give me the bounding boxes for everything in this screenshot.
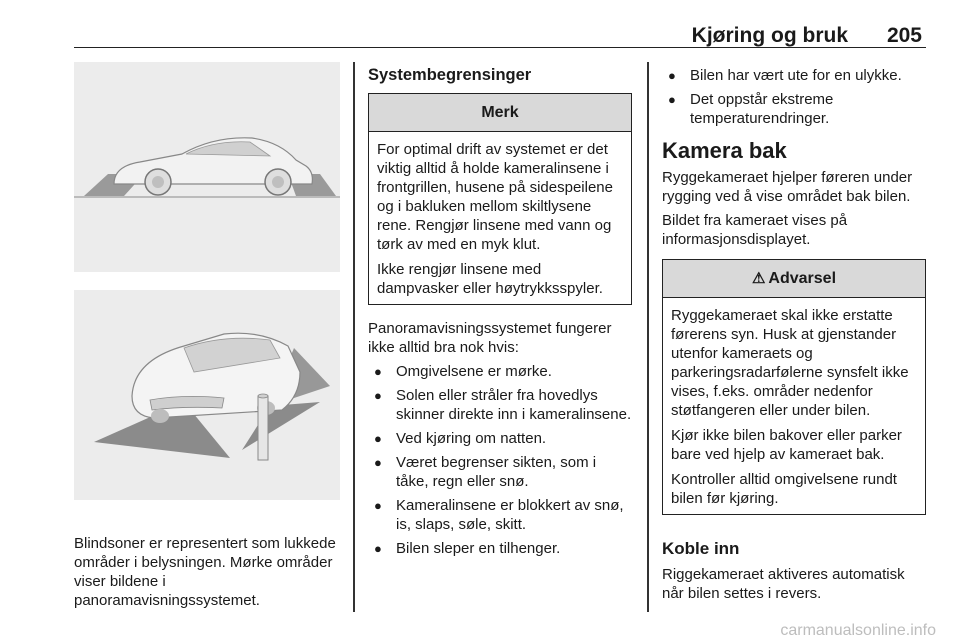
right-column xyxy=(662,66,926,608)
section-heading-system-limitations: Systembegrensinger xyxy=(368,66,532,84)
car-perspective-illustration xyxy=(74,290,340,500)
warning-header xyxy=(663,260,925,298)
warning-body xyxy=(663,298,925,514)
column-divider xyxy=(353,62,355,612)
warning-paragraph: Kontroller alltid omgivelsene rundt bilen før kjøring. xyxy=(671,471,897,507)
switch-on-paragraph: Riggekameraet aktiveres automatisk når bilen settes i revers. xyxy=(662,566,905,602)
car-side-view-figure xyxy=(74,62,340,272)
list-item: ● Kameralinsene er blokkert av snø, is, slaps, søle, skitt. xyxy=(368,496,632,534)
note-body xyxy=(369,132,631,304)
middle-column xyxy=(368,66,632,563)
warning-triangle-icon: ⚠ xyxy=(751,270,766,287)
list-item: ● Bilen har vært ute for en ulykke. xyxy=(662,66,926,85)
list-item: ● Ved kjøring om natten. xyxy=(368,429,632,448)
rear-camera-paragraph: Bildet fra kameraet vises på informasjonsdisplayet. xyxy=(662,212,848,248)
note-title: Merk xyxy=(369,94,631,132)
car-side-illustration xyxy=(74,62,340,272)
limitations-list xyxy=(368,362,632,558)
list-item: ● Det oppstår ekstreme temperaturendringer. xyxy=(662,90,926,128)
watermark: carmanualsonline.info xyxy=(780,622,936,639)
list-item: ● Omgivelsene er mørke. xyxy=(368,362,632,381)
note-box xyxy=(368,93,632,305)
subsection-title-switch-on: Koble inn xyxy=(662,539,740,558)
page-header xyxy=(74,0,926,48)
warning-box xyxy=(662,259,926,515)
warning-paragraph: Ryggekameraet skal ikke erstatte førerens syn. Husk at gjenstander utenfor kameraets og parkeringsradarfølerne synsfelt ikke vises, f.eks. områder nedenfor støtfangeren eller under bilen. xyxy=(671,307,909,419)
column-divider xyxy=(647,62,649,612)
page-number: 205 xyxy=(886,24,922,47)
list-item: ● Været begrenser sikten, som i tåke, regn eller snø. xyxy=(368,453,632,491)
note-paragraph: For optimal drift av systemet er det viktig alltid å holde kameralinsene i frontgrillen, husene på sidespeilene og i bakluken mellom skiltlysene rene. Rengjør linsene med vann og tørk av med en myk klut. xyxy=(377,141,613,253)
continued-limitations-list xyxy=(662,66,926,128)
list-item: ● Bilen sleper en tilhenger. xyxy=(368,539,632,558)
chapter-title: Kjøring og bruk xyxy=(691,24,848,47)
section-title-rear-camera: Kamera bak xyxy=(662,138,787,163)
limitations-intro: Panoramavisningssystemet fungerer ikke alltid bra nok hvis: xyxy=(368,320,612,356)
warning-title: Advarsel xyxy=(768,270,837,287)
car-perspective-view-figure xyxy=(74,290,340,500)
figure-caption: Blindsoner er representert som lukkede områder i belysningen. Mørke områder viser bildene i panoramavisningssystemet. xyxy=(74,535,336,609)
note-paragraph: Ikke rengjør linsene med dampvasker eller høytrykksspyler. xyxy=(377,261,603,297)
figure-column xyxy=(74,62,340,610)
warning-paragraph: Kjør ikke bilen bakover eller parker bare ved hjelp av kameraet bak. xyxy=(671,427,902,463)
list-item: ● Solen eller stråler fra hovedlys skinner direkte inn i kameralinsene. xyxy=(368,386,632,424)
rear-camera-paragraph: Ryggekameraet hjelper føreren under rygging ved å vise området bak bilen. xyxy=(662,169,913,205)
